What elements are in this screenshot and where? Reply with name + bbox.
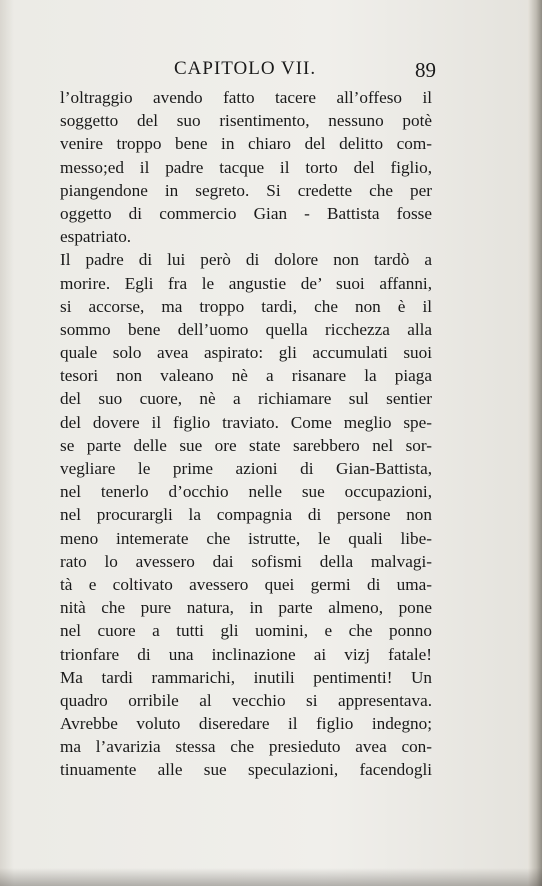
text-line: oggetto di commercio Gian - Battista fosse bbox=[60, 203, 432, 223]
text-line: nel tenerlo d’occhio nelle sue occupazioni, bbox=[60, 482, 432, 502]
text-line: soggetto del suo risentimento, nessuno potè bbox=[60, 111, 432, 131]
text-line: trionfare di una inclinazione ai vizj fatale! bbox=[60, 644, 432, 664]
text-line: nel cuore a tutti gli uomini, e che ponno bbox=[60, 621, 432, 641]
text-line: espatriato. bbox=[60, 227, 132, 247]
text-line: rato lo avessero dai sofismi della malvagi- bbox=[60, 551, 432, 571]
text-line: tinuamente alle sue speculazioni, facendogli bbox=[60, 760, 432, 780]
text-line: nità che pure natura, in parte almeno, pone bbox=[60, 598, 432, 618]
text-line: Ma tardi rammarichi, inutili pentimenti! Un bbox=[60, 667, 432, 687]
text-line: se parte delle sue ore state sarebbero nel sor- bbox=[60, 435, 432, 455]
text-line: meno intemerate che istrutte, le quali libe- bbox=[60, 528, 432, 548]
text-line: nel procurargli la compagnia di persone non bbox=[60, 505, 432, 525]
text-line: si accorse, ma troppo tardi, che non è il bbox=[60, 296, 432, 316]
text-line: vegliare le prime azioni di Gian-Battista, bbox=[60, 459, 432, 478]
text-line: quadro orribile al vecchio si appresentava. bbox=[60, 690, 432, 710]
text-line: ma l’avarizia stessa che presieduto avea con- bbox=[60, 737, 432, 757]
text-line: tesori non valeano nè a risanare la piaga bbox=[60, 366, 432, 386]
text-line: venire troppo bene in chiaro del delitto com- bbox=[60, 134, 432, 154]
text-line: tà e coltivato avessero quei germi di uma- bbox=[60, 574, 432, 594]
text-line: Avrebbe voluto diseredare il figlio indegno; bbox=[60, 714, 432, 734]
text-line: quale solo avea aspirato: gli accumulati suoi bbox=[60, 343, 432, 363]
text-line: piangendone in segreto. Si credette che per bbox=[60, 180, 432, 200]
text-line: del dovere il figlio traviato. Come meglio spe- bbox=[60, 412, 432, 432]
page-header bbox=[60, 58, 440, 86]
running-title: CAPITOLO VII. bbox=[174, 58, 317, 79]
page-number: 89 bbox=[415, 58, 436, 82]
paragraph-start-line: Il padre di lui però di dolore non tardò a bbox=[60, 250, 432, 270]
text-line: l’oltraggio avendo fatto tacere all’offeso il bbox=[60, 88, 432, 107]
text-line: del suo cuore, nè a richiamare sul sentier bbox=[60, 389, 432, 409]
text-line: messo;ed il padre tacque il torto del figlio, bbox=[60, 157, 432, 177]
text-line: morire. Egli fra le angustie de’ suoi affanni, bbox=[60, 273, 432, 293]
text-line: sommo bene dell’uomo quella ricchezza alla bbox=[60, 319, 432, 339]
page-edge-right bbox=[528, 0, 542, 886]
page-edge-bottom bbox=[0, 868, 542, 886]
body-text bbox=[60, 86, 432, 782]
